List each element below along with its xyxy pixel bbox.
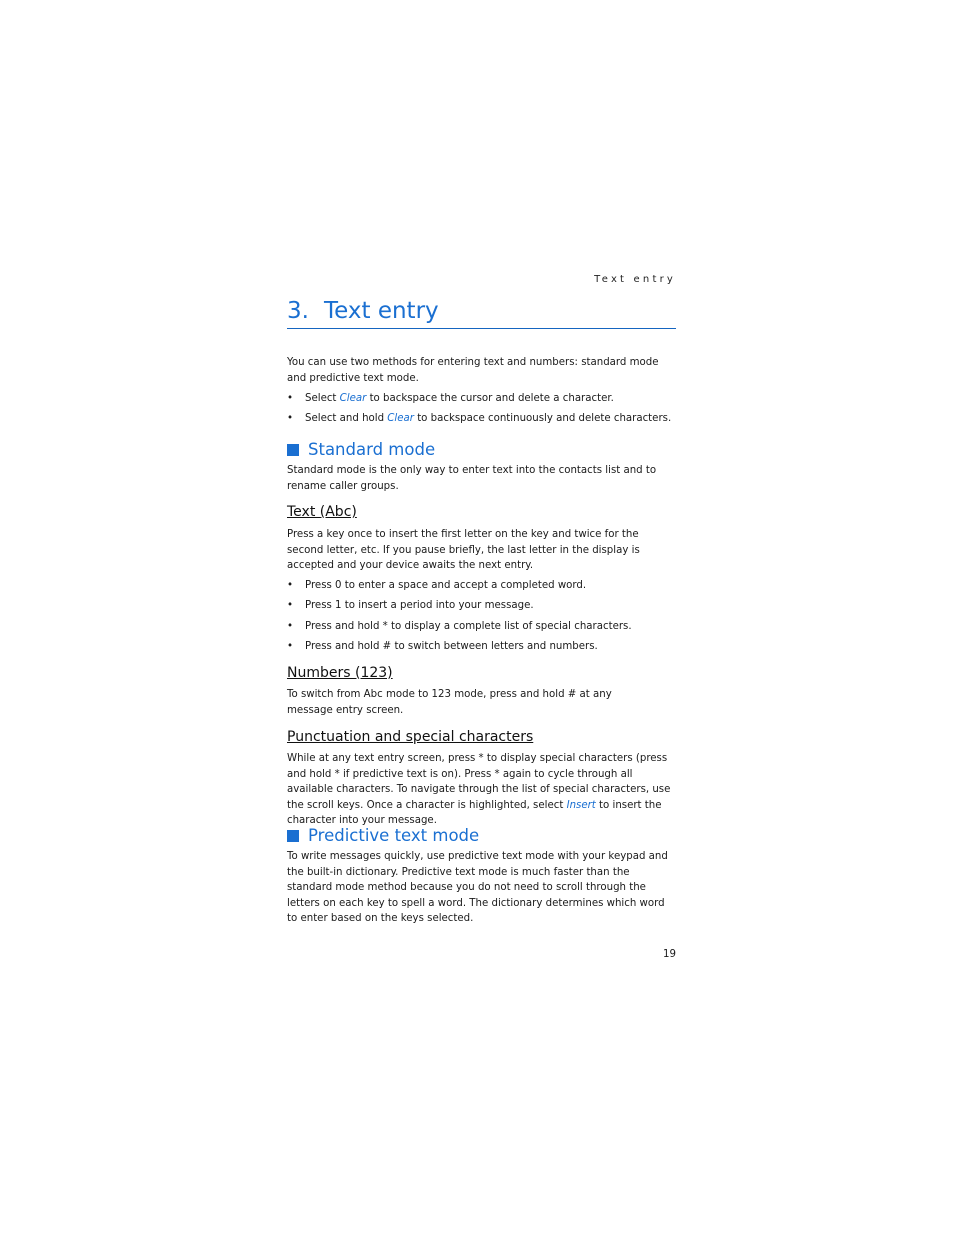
insert-softkey-label: Insert <box>566 799 596 811</box>
clear-softkey-label: Clear <box>339 393 367 404</box>
text-abc-bullet-list <box>287 578 676 655</box>
numbers-paragraph: To switch from Abc mode to 123 mode, press and hold # at any message entry screen. <box>287 689 612 716</box>
list-item: • Press 1 to insert a period into your message. <box>287 600 534 612</box>
list-item: • Press and hold # to switch between letters and numbers. <box>287 641 598 653</box>
text-abc-paragraph: Press a key once to insert the first letter on the key and twice for the second letter, etc. If you pause briefly, the last letter in the display is accepted and your device awaits the next entry. <box>287 529 640 572</box>
page-number: 19 <box>663 949 676 960</box>
clear-softkey-label: Clear <box>387 413 414 425</box>
section-heading-standard: Standard mode <box>287 440 676 460</box>
running-head: Text entry <box>594 274 676 285</box>
subheading-punctuation: Punctuation and special characters <box>287 729 534 745</box>
chapter-heading <box>287 296 676 329</box>
list-item: • Select and hold Clear to backspace continuously and delete characters. <box>287 413 672 425</box>
standard-paragraph: Standard mode is the only way to enter text into the contacts list and to rename caller groups. <box>287 465 657 492</box>
section-marker-icon <box>287 444 299 456</box>
list-item: • Select Clear to backspace the cursor and delete a character. <box>287 393 614 404</box>
list-item: • Press 0 to enter a space and accept a completed word. <box>287 580 587 591</box>
section-marker-icon <box>287 830 299 842</box>
list-item: • Press and hold * to display a complete list of special characters. <box>287 620 632 632</box>
subheading-text-abc: Text (Abc) <box>287 504 357 520</box>
section-heading-predictive: Predictive text mode <box>287 826 676 846</box>
intro-paragraph: You can use two methods for entering text and numbers: standard mode and predictive text mode. <box>287 357 659 384</box>
intro-bullet-list <box>287 391 676 427</box>
predictive-paragraph: To write messages quickly, use predictive text mode with your keypad and the built-in dictionary. Predictive text mode is much faster than the standard mode method because you do not need to scroll through the letters on each key to spell a word. The dictionary determines which word to enter based on the keys selected. <box>287 851 668 925</box>
punctuation-paragraph: While at any text entry screen, press * to display special characters (press and hold * if predictive text is on). Press * again to cycle through all available characters. To navigate through the list of special characters, use the scroll keys. Once a character is highlighted, select Insert to insert the character into your message. <box>287 753 671 827</box>
subheading-numbers: Numbers (123) <box>287 665 393 681</box>
chapter-number: 3. <box>287 298 309 324</box>
chapter-title: Text entry <box>324 298 439 324</box>
